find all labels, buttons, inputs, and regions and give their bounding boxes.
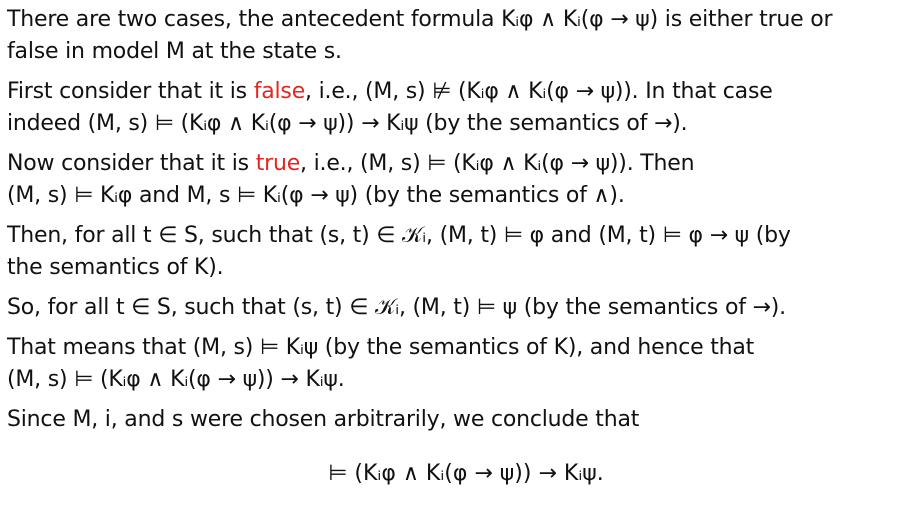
highlight-false: false	[253, 79, 306, 104]
conclusion-formula: ⊨ (Kᵢφ ∧ Kᵢ(φ → ψ)) → Kᵢψ.	[328, 461, 604, 486]
text-line: Then, for all t ∈ S, such that (s, t) ∈ 𝒦ᵢ, (M, t) ⊨ φ and (M, t) ⊨ φ → ψ (by	[7, 223, 791, 248]
text-line: the semantics of K).	[7, 255, 224, 280]
paragraph-accessibility	[7, 220, 897, 284]
text-line: There are two cases, the antecedent formula Kᵢφ ∧ Kᵢ(φ → ψ) is either true or	[7, 7, 833, 32]
text-line	[7, 76, 897, 108]
text-line: false in model M at the state s.	[7, 39, 342, 64]
proof-slide	[7, 4, 897, 490]
text-segment: Now consider that it is	[7, 151, 256, 176]
text-segment: , i.e., (M, s) ⊨ (Kᵢφ ∧ Kᵢ(φ → ψ)). Then	[300, 151, 695, 176]
paragraph-so	[7, 292, 897, 324]
text-line: Since M, i, and s were chosen arbitrarily, we conclude that	[7, 407, 640, 432]
text-line: (M, s) ⊨ (Kᵢφ ∧ Kᵢ(φ → ψ)) → Kᵢψ.	[7, 367, 345, 392]
paragraph-false-case	[7, 76, 897, 140]
paragraph-two-cases	[7, 4, 897, 68]
text-segment: , i.e., (M, s) ⊭ (Kᵢφ ∧ Kᵢ(φ → ψ)). In that case	[305, 79, 773, 104]
text-segment: First consider that it is	[7, 79, 254, 104]
text-line: So, for all t ∈ S, such that (s, t) ∈ 𝒦ᵢ, (M, t) ⊨ ψ (by the semantics of →).	[7, 295, 786, 320]
text-line: indeed (M, s) ⊨ (Kᵢφ ∧ Kᵢ(φ → ψ)) → Kᵢψ (by the semantics of →).	[7, 111, 688, 136]
paragraph-since	[7, 404, 897, 436]
text-line	[7, 148, 897, 180]
paragraph-that-means	[7, 332, 897, 396]
text-line: (M, s) ⊨ Kᵢφ and M, s ⊨ Kᵢ(φ → ψ) (by the semantics of ∧).	[7, 183, 625, 208]
text-line: That means that (M, s) ⊨ Kᵢψ (by the semantics of K), and hence that	[7, 335, 755, 360]
highlight-true: true	[255, 151, 301, 176]
paragraph-true-case	[7, 148, 897, 212]
